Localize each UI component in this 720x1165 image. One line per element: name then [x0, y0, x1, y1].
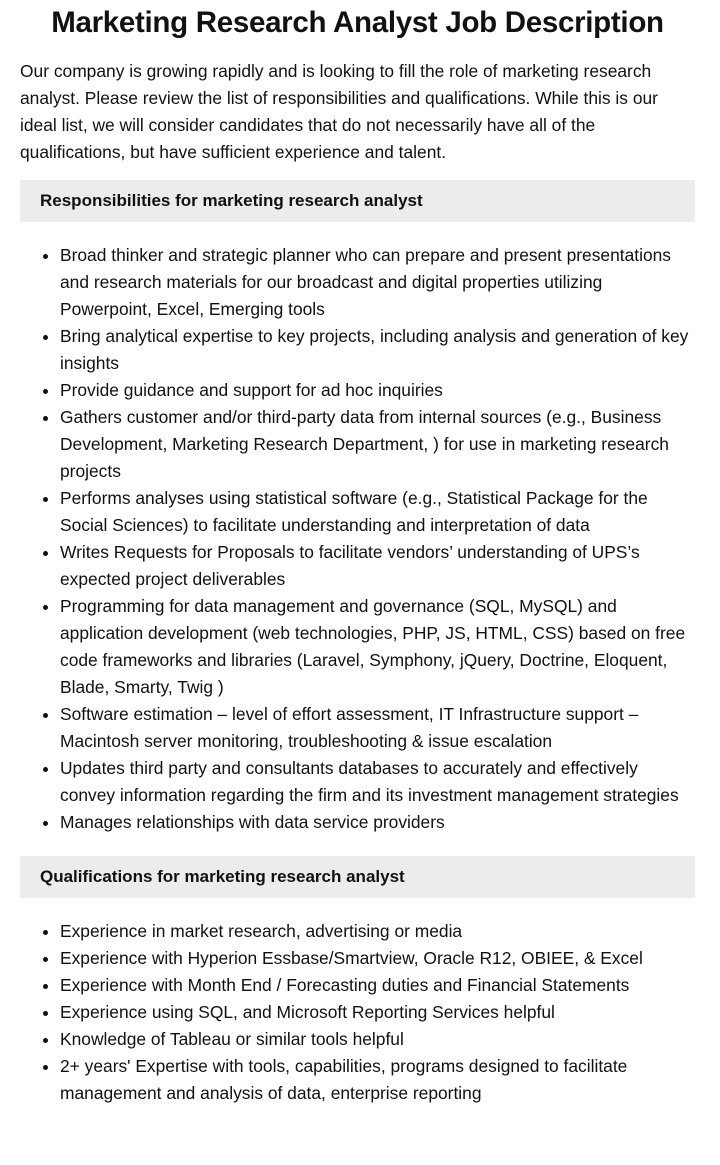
list-item: • Software estimation – level of effort assessment, IT Infrastructure support – Macintosh server monitoring, troubleshooting & issue escalation: [60, 701, 695, 755]
list-item: • Experience with Hyperion Essbase/Smartview, Oracle R12, OBIEE, & Excel: [60, 945, 695, 972]
qualifications-list: [20, 918, 695, 1107]
list-item: • Performs analyses using statistical software (e.g., Statistical Package for the Social Sciences) to facilitate understanding and interpretation of data: [60, 485, 695, 539]
list-item: • Bring analytical expertise to key projects, including analysis and generation of key insights: [60, 323, 695, 377]
list-item: • Manages relationships with data service providers: [60, 809, 695, 836]
responsibilities-heading: Responsibilities for marketing research analyst: [20, 180, 695, 222]
list-item: • Updates third party and consultants databases to accurately and effectively convey information regarding the firm and its investment management strategies: [60, 755, 695, 809]
list-item: • Writes Requests for Proposals to facilitate vendors’ understanding of UPS’s expected project deliverables: [60, 539, 695, 593]
list-item: • Gathers customer and/or third-party data from internal sources (e.g., Business Development, Marketing Research Department, ) for use in marketing research projects: [60, 404, 695, 485]
list-item: • Broad thinker and strategic planner who can prepare and present presentations and research materials for our broadcast and digital properties utilizing Powerpoint, Excel, Emerging tools: [60, 242, 695, 323]
list-item: • Programming for data management and governance (SQL, MySQL) and application development (web technologies, PHP, JS, HTML, CSS) based on free code frameworks and libraries (Laravel, Symphony, jQuery, Doctrine, Eloquent, Blade, Smarty, Twig ): [60, 593, 695, 701]
qualifications-heading: Qualifications for marketing research analyst: [20, 856, 695, 898]
intro-paragraph: Our company is growing rapidly and is looking to fill the role of marketing research analyst. Please review the list of responsibilities and qualifications. While this is our ideal list, we will consider candidates that do not necessarily have all of the qualifications, but have sufficient experience and talent.: [20, 61, 658, 162]
page-title: Marketing Research Analyst Job Description: [51, 6, 664, 39]
list-item: • 2+ years' Expertise with tools, capabilities, programs designed to facilitate management and analysis of data, enterprise reporting: [60, 1053, 695, 1107]
list-item: • Provide guidance and support for ad hoc inquiries: [60, 377, 695, 404]
list-item: • Knowledge of Tableau or similar tools helpful: [60, 1026, 695, 1053]
responsibilities-list: [20, 242, 695, 836]
list-item: • Experience with Month End / Forecasting duties and Financial Statements: [60, 972, 695, 999]
list-item: • Experience using SQL, and Microsoft Reporting Services helpful: [60, 999, 695, 1026]
list-item: • Experience in market research, advertising or media: [60, 918, 695, 945]
